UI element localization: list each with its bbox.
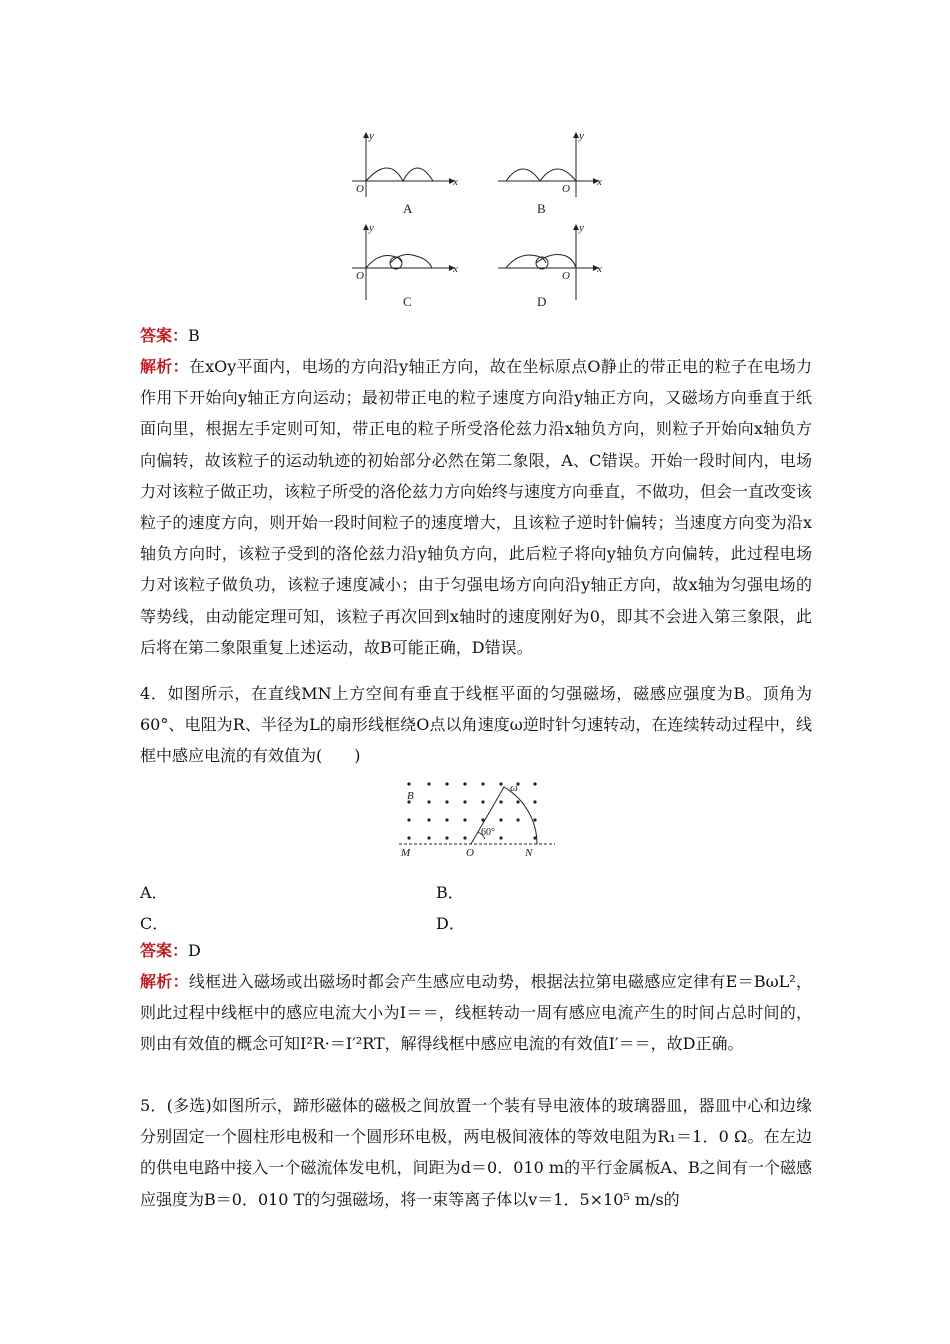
origin-label-d: O: [562, 270, 570, 282]
point-m-label: M: [401, 847, 411, 859]
q4-options: [140, 880, 812, 940]
answer-value: B: [188, 326, 200, 345]
option-a[interactable]: A．: [140, 883, 168, 902]
point-o-label: O: [466, 847, 474, 859]
axis-y-label-a: y: [369, 130, 374, 142]
analysis-text: 线框进入磁场或出磁场时都会产生感应电动势，根据法拉第电磁感应定律有E＝BωL²，则此过程中线框中的感应电流大小为I＝＝，线框转动一周有感应电流产生的时间占总时间的，则由有效值的概念可知I²R·＝I′²RT，解得线框中感应电流的有效值I′＝＝，故D正确。: [140, 972, 812, 1054]
axis-y-label-c: y: [369, 222, 374, 234]
q3-analysis: [140, 351, 812, 663]
analysis-text: 在xOy平面内，电场的方向沿y轴正方向，故在坐标原点O静止的带正电的粒子在电场力作用下开始向y轴正方向运动；最初带正电的粒子速度方向沿y轴正方向，又磁场方向垂直于纸面向里，根据左手定则可知，带正电的粒子所受洛伦兹力沿x轴负方向，则粒子开始向x轴负方向偏转，故该粒子的运动轨迹的初始部分必然在第二象限，A、C错误。开始一段时间内，电场力对该粒子做正功，该粒子所受的洛伦兹力方向始终与速度方向垂直，不做功，但会一直改变该粒子的速度方向，则开始一段时间粒子的速度增大，且该粒子逆时针偏转；当速度方向变为沿x轴负方向时，该粒子受到的洛伦兹力沿y轴负方向，此后粒子将向y轴负方向偏转，此过程电场力对该粒子做负功，该粒子速度减小；由于匀强电场方向向沿y轴正方向，故x轴为匀强电场的等势线，由动能定理可知，该粒子再次回到x轴时的速度刚好为0，即其不会进入第三象限，此后将在第二象限重复上述运动，故B可能正确，D错误。: [140, 357, 813, 657]
plot-a: [352, 133, 454, 197]
omega-label: ω: [510, 782, 518, 794]
sector-frame-figure: [397, 776, 557, 860]
q4-stem: 4．如图所示，在直线MN上方空间有垂直于线框平面的匀强磁场，磁感应强度为B。顶角为60°、电阻为R、半径为L的扇形线框绕O点以角速度ω逆时针匀速转动，在连续转动过程中，线框中感应电流的有效值为( ): [140, 684, 812, 766]
plot-c: [352, 225, 454, 300]
plot-d: [498, 225, 598, 300]
q4-answer: [140, 935, 812, 966]
field-label-b: B: [407, 790, 414, 802]
axis-x-label-a: x: [453, 176, 458, 188]
caption-a: A: [403, 201, 413, 216]
angle-label: 60°: [481, 827, 495, 838]
answer-value: D: [188, 941, 201, 960]
analysis-label: 解析：: [140, 972, 189, 991]
q5-stem: 5．(多选)如图所示，蹄形磁体的磁极之间放置一个装有导电液体的玻璃器皿，器皿中心和边缘分别固定一个圆柱形电极和一个圆形环电极，两电极间液体的等效电阻为R₁＝1．0 Ω。在左边的供电电路中接入一个磁流体发电机，间距为d＝0．010 m的平行金属板A、B之间有一个磁感应强度为B＝0．010 T的匀强磁场，将一束等离子体以v＝1．5×10⁵ m/s的: [140, 1096, 812, 1209]
origin-label-c: O: [356, 270, 364, 282]
axis-y-label-d: y: [579, 222, 584, 234]
caption-b: B: [537, 201, 546, 216]
axis-x-label-c: x: [453, 263, 458, 275]
axis-x-label-d: x: [597, 263, 602, 275]
point-n-label: N: [525, 847, 533, 859]
q4-analysis: [140, 966, 812, 1060]
caption-c: C: [403, 294, 412, 309]
answer-label: 答案：: [140, 941, 189, 960]
axis-x-label-b: x: [597, 176, 602, 188]
answer-label: 答案：: [140, 326, 189, 345]
option-b[interactable]: B．: [436, 883, 464, 902]
origin-label-b: O: [562, 183, 570, 195]
trajectory-options-figure: [340, 125, 620, 315]
axis-y-label-b: y: [579, 130, 584, 142]
caption-d: D: [537, 294, 547, 309]
origin-label-a: O: [356, 183, 364, 195]
option-d[interactable]: D．: [436, 914, 465, 933]
analysis-label: 解析：: [140, 357, 189, 376]
plot-b: [498, 133, 598, 197]
option-c[interactable]: C．: [140, 914, 169, 933]
q3-answer: [140, 320, 812, 351]
